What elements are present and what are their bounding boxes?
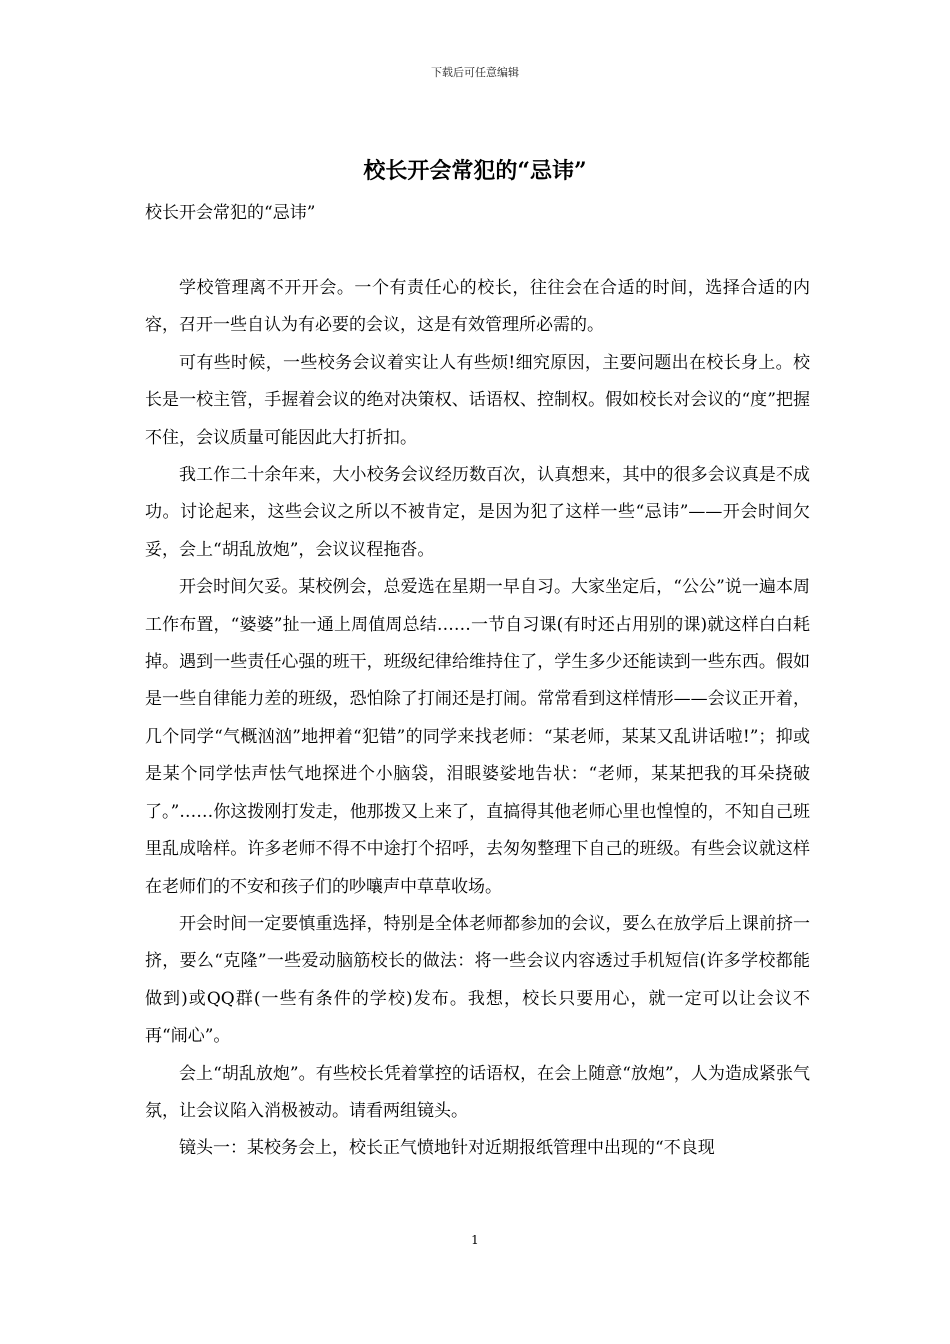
paragraph: 我工作二十余年来，大小校务会议经历数百次，认真想来，其中的很多会议真是不成功。讨论起来，这些会议之所以不被肯定，是因为犯了这样一些“忌讳”——开会时间欠妥，会上“胡乱放炮”，会议议程拖沓。 xyxy=(145,465,810,560)
header-note: 下载后可任意编辑 xyxy=(431,66,519,79)
page-number: 1 xyxy=(471,1233,479,1247)
paragraph: 可有些时候，一些校务会议着实让人有些烦!细究原因，主要问题出在校长身上。校长是一校主管，手握着会议的绝对决策权、话语权、控制权。假如校长对会议的“度”把握不住，会议质量可能因此大打折扣。 xyxy=(145,352,810,448)
paragraph: 开会时间一定要慎重选择，特别是全体老师都参加的会议，要么在放学后上课前挤一挤，要么“克隆”一些爱动脑筋校长的做法：将一些会议内容透过手机短信(许多学校都能做到)或QQ群(一些有条件的学校)发布。我想，校长只要用心，就一定可以让会议不再“闹心”。 xyxy=(145,913,810,1047)
document-body xyxy=(145,270,810,1168)
document-subtitle: 校长开会常犯的“忌讳” xyxy=(145,203,316,223)
paragraph: 开会时间欠妥。某校例会，总爱选在星期一早自习。大家坐定后，“公公”说一遍本周工作布置，“婆婆”扯一通上周值周总结……一节自习课(有时还占用别的课)就这样白白耗掉。遇到一些责任心强的班干，班级纪律给维持住了，学生多少还能读到一些东西。假如是一些自律能力差的班级，恐怕除了打闹还是打闹。常常看到这样情形——会议正开着，几个同学“气概汹汹”地押着“犯错”的同学来找老师：“某老师，某某又乱讲话啦!”；抑或是某个同学怯声怯气地探进个小脑袋，泪眼婆娑地告状：“老师，某某把我的耳朵挠破了。”……你这拨刚打发走，他那拨又上来了，直搞得其他老师心里也惶惶的，不知自己班里乱成啥样。许多老师不得不中途打个招呼，去匆匆整理下自己的班级。有些会议就这样在老师们的不安和孩子们的吵嚷声中草草收场。 xyxy=(145,577,810,897)
document-title: 校长开会常犯的“忌讳” xyxy=(363,158,587,184)
paragraph: 学校管理离不开开会。一个有责任心的校长，往往会在合适的时间，选择合适的内容，召开一些自认为有必要的会议，这是有效管理所必需的。 xyxy=(145,278,810,336)
paragraph: 镜头一：某校务会上，校长正气愤地针对近期报纸管理中出现的“不良现 xyxy=(179,1138,715,1159)
paragraph: 会上“胡乱放炮”。有些校长凭着掌控的话语权，在会上随意“放炮”，人为造成紧张气氛，让会议陷入消极被动。请看两组镜头。 xyxy=(145,1063,810,1121)
